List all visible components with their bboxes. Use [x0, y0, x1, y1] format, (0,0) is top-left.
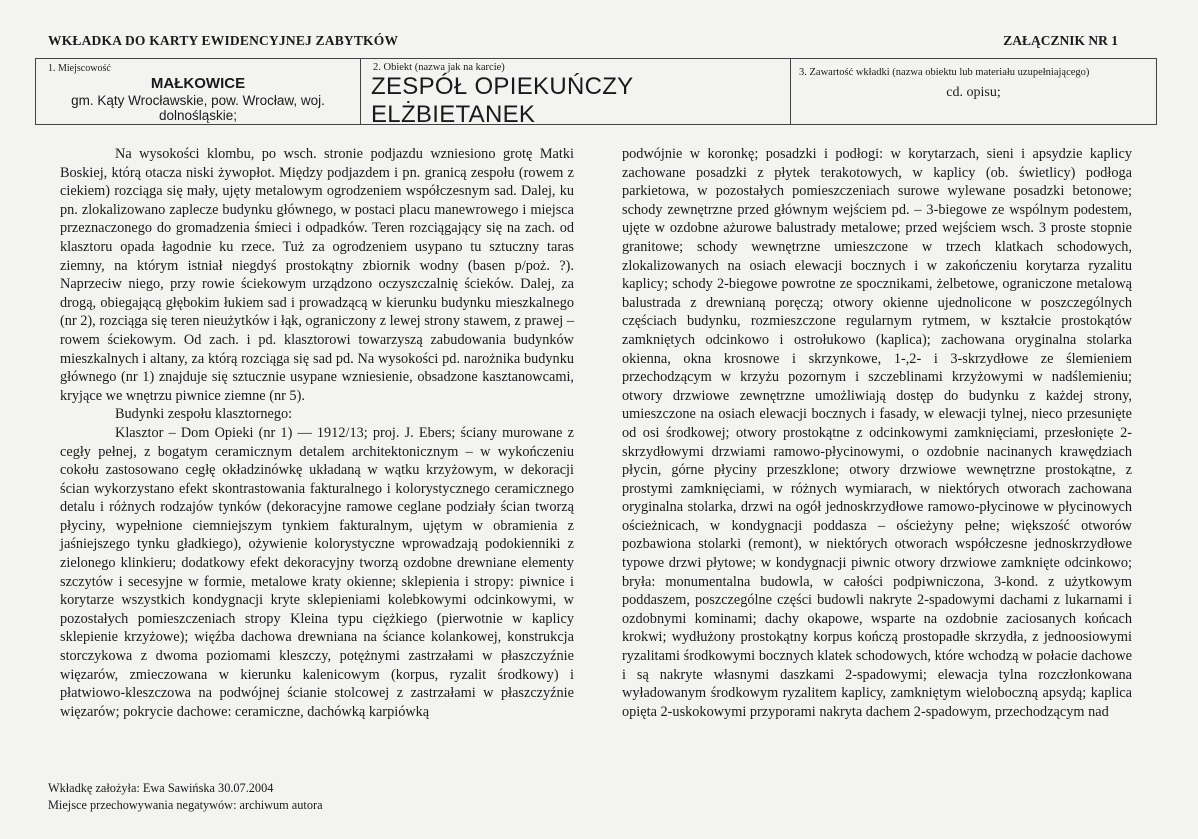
object-name: ZESPÓŁ OPIEKUŃCZY ELŻBIETANEK	[371, 73, 634, 128]
content-label: 3. Zawartość wkładki (nazwa obiektu lub materiału uzupełniającego)	[799, 67, 1090, 78]
place-administrative: gm. Kąty Wrocławskie, pow. Wrocław, woj. dolnośląskie;	[71, 93, 325, 123]
place-label: 1. Miejscowość	[48, 63, 111, 74]
paragraph: Na wysokości klombu, po wsch. stronie podjazdu wzniesiono grotę Matki Boskiej, którą otacza niski żywopłot. Między podjazdem i pn. granicą zespołu (rowem z ciekiem) rozciąga się mały, ujęty metalowym ogrodzeniem współczesnym sad. Dalej, ku pn. zlokalizowano zaplecze budynku głównego, w postaci placu manewrowego i miejsca przeznaczonego do gromadzenia śmieci i odpadków. Teren rozciągający się na zach. od klasztoru opada łagodnie ku rzece. Tuż za ogrodzeniem usypano tu sztuczny taras ziemny, na którym istniał niegdyś prostokątny zbiornik wodny (basen p/poż. ?). Naprzeciw niego, przy rowie ściekowym urządzono oczyszczalnię ścieków. Dalej, za drogą, obiegającą głębokim łukiem sad i prowadzącą w kierunku budynku mieszkalnego (nr 2), rozciąga się teren nieużytków i łąk, ograniczony z lewej strony stawem, z prawej – rowem ściekowym. Od zach. i pd. klasztorowi towarzyszą zabudowania budynków mieszkalnych i altany, za którą rozciąga się sad pd. Na wysokości pd. narożnika budynku głównego (nr 1) znajduje się sztucznie usypane wzniesienie, obsadzone kasztanowcami, kryjące we wnętrzu piwnice ziemne (nr 5).	[60, 146, 574, 404]
place-name: MAŁKOWICE	[150, 75, 246, 92]
paragraph: Klasztor – Dom Opieki (nr 1) — 1912/13; proj. J. Ebers; ściany murowane z cegły pełnej, z bogatym ceramicznym detalem architektonicznym – w wykończeniu cokołu zastosowano cegłę okładzinówkę układaną w wątku krzyżowym, w dekoracji ścian wykorzystano efekt skontrastowania fakturalnego i kolorystycznego ceramicznego detalu i różnych rodzajów tynków (dekoracyjne ramowe ceglane podziały ścian tworzą płyciny, wypełnione ciemniejszym tynkiem fakturalnym, ujętym w obramienia z jaśniejszego tynku gładkiego), ożywienie kolorystyczne wprowadzają podokienniki z zielonego klinkieru; dodatkowy efekt dekoracyjny tworzą ozdobne drewniane elementy szczytów i secesyjne w formie, metalowe kraty okienne; sklepienia i stropy: piwnice i korytarze wszystkich kondygnacji kryte sklepieniami kolebkowymi odcinkowymi, w pozostałych pomieszczeniach stropy Kleina typu ciężkiego (pierwotnie w kaplicy sklepienie krzyżowe); więźba dachowa drewniana na ściance kolankowej, konstrukcja storczykowa z dwoma poziomami kleszczy, potężnymi zastrzałami w płaszczyźnie więzarów, zmieczowana w kierunku kalenicowym (korpus, ryzalit środkowy) i płatwiowo-kleszczowa na podwójnej ścianie stolcowej z zastrzałami w płaszczyźnie więzarów; pokrycie dachowe: ceramiczne, dachówką karpiówką	[60, 424, 574, 720]
header-table	[35, 58, 1157, 128]
document-title: WKŁADKA DO KARTY EWIDENCYJNEJ ZABYTKÓW	[48, 33, 399, 48]
annex-label: ZAŁĄCZNIK NR 1	[1003, 33, 1118, 48]
storage-line: Miejsce przechowywania negatywów: archiwum autora	[48, 798, 323, 812]
object-label: 2. Obiekt (nazwa jak na karcie)	[373, 62, 505, 73]
right-column	[622, 145, 1132, 721]
author-line: Wkładkę założyła: Ewa Sawińska 30.07.2004	[48, 781, 274, 795]
paragraph: Budynki zespołu klasztornego:	[115, 406, 293, 423]
content-value: cd. opisu;	[946, 85, 1001, 100]
place-cell	[36, 59, 361, 124]
content-cell	[791, 59, 1156, 124]
object-cell	[361, 59, 791, 128]
footer	[48, 780, 323, 814]
left-column	[60, 145, 574, 721]
paragraph: podwójnie w koronkę; posadzki i podłogi: w korytarzach, sieni i apsydzie kaplicy zachowane posadzki z płytek terakotowych, w kaplicy (ob. świetlicy) podłoga parkietowa, w pozostałych pomieszczeniach surowe wylewane posadzki betonowe; schody zewnętrzne przed głównym wejściem pd. – 3-biegowe ze wspólnym podestem, ujęte w ozdobne ażurowe balustrady metalowe; przed wejściem wsch. 3 proste stopnie granitowe; schody wewnętrzne umieszczone w trzech klatkach schodowych, zlokalizowanych na osiach elewacji bocznych i w zakończeniu korytarza ryzalitu kaplicy; schody 2-biegowe powrotne ze spocznikami, żelbetowe, ograniczone metalową balustrada z drewnianą poręczą; otwory okienne ujednolicone w poszczególnych częściach budynku, rozmieszczone regularnym rytmem, w kształcie prostokątów zamkniętych odcinkowo i ostrołukowo (kaplica); zachowana oryginalna stolarka okienna, okna krosnowe i skrzynkowe, 1-,2- i 3-skrzydłowe ze ślemieniem przechodzącym w krzyżu pozornym i szczeblinami krzyżowymi w nadślemieniu; otwory drzwiowe zewnętrzne umożliwiają dostęp do budynku z każdej strony, umieszczone na osiach elewacji bocznych i fasady, w elewacji tylnej, nieco przesunięte od osi środkowej; otwory prostokątne z odcinkowymi zamknięciami, przesłonięte 2-skrzydłowymi drzwiami ramowo-płycinowymi, o ozdobnie nacinanych krawędziach płycin, górne płyciny przeszklone; otwory drzwiowe wewnętrzne prostokątne, z prostymi zamknięciami, w różnych wymiarach, w niektórych otworach zachowana oryginalna stolarka, drzwi na ogół jednoskrzydłowe ramowo-płycinowe w płycinowych ościeżnicach, w kondygnacji poddasza – ościeżyny pełne; większość otworów pozbawiona stolarki (remont), w niektórych otworach współczesne jednoskrzydłowe typowe drzwi płytowe; w kondygnacji piwnic otwory drzwiowe zamknięte odcinkowo; bryła: monumentalna budowla, w całości podpiwniczona, 3-kond. z użytkowym poddaszem, poszczególne części budowli nakryte 2-spadowymi dachami z lukarnami i ozdobnymi kominami; dachy okapowe, wsparte na ozdobnie zaciosanych końcach krokwi; wydłużony prostokątny korpus kończą prostopadłe skrzydła, z jednoosiowymi ryzalitami środkowymi bocznych klatek schodowych, które wchodzą w połacie dachowe i są nakryte własnymi daszkami 2-spadowymi; elewacja tylna rozczłonkowana wyładowanym środkowym ryzalitem kaplicy, zamkniętym wieloboczną apsydą; kaplica opięta 2-uskokowymi przyporami nakryta dachem 2-spadowym, przechodzącym nad	[622, 146, 1132, 720]
